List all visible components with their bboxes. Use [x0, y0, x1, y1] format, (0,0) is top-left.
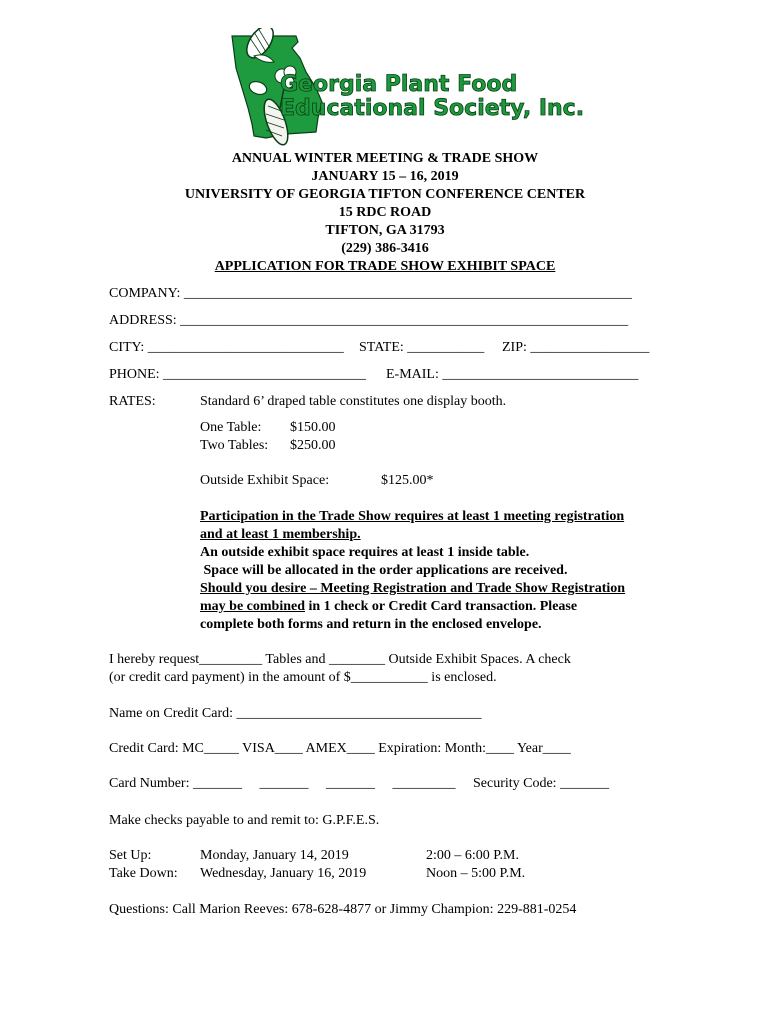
two-tables-price: $250.00 [290, 438, 336, 453]
state-field[interactable]: STATE: ___________ [359, 340, 485, 355]
rates-standard: Standard 6’ draped table constitutes one display booth. [200, 394, 507, 409]
outside-space-label: Outside Exhibit Space: [200, 473, 330, 488]
request-line-2[interactable]: (or credit card payment) in the amount of $___________ is enclosed. [109, 670, 497, 685]
one-table-label: One Table: [200, 420, 262, 435]
notice-combined-rest: in 1 check or Credit Card transaction. Please [305, 599, 578, 614]
notice-line-1: Participation in the Trade Show requires at least 1 meeting registration [200, 509, 625, 524]
company-field[interactable]: COMPANY: ________________________________________________________________ [109, 286, 632, 301]
notice-line-7: complete both forms and return in the enclosed envelope. [200, 617, 542, 632]
rates-label: RATES: [109, 394, 156, 409]
city-field[interactable]: CITY: ____________________________ [109, 340, 344, 355]
society-logo [226, 28, 585, 152]
two-tables-label: Two Tables: [200, 438, 269, 453]
credit-card-type-field[interactable]: Credit Card: MC_____ VISA____ AMEX____ Expiration: Month:____ Year____ [109, 741, 571, 756]
venue-name: UNIVERSITY OF GEORGIA TIFTON CONFERENCE CENTER [184, 187, 586, 202]
request-line-1[interactable]: I hereby request_________ Tables and ________ Outside Exhibit Spaces. A check [109, 652, 571, 667]
venue-city: TIFTON, GA 31793 [325, 223, 445, 238]
notice-line-6 [200, 599, 577, 615]
setup-time: 2:00 – 6:00 P.M. [426, 848, 519, 863]
questions-contact: Questions: Call Marion Reeves: 678-628-4877 or Jimmy Champion: 229-881-0254 [109, 902, 577, 917]
zip-field[interactable]: ZIP: _________________ [502, 340, 650, 355]
one-table-price: $150.00 [290, 420, 336, 435]
venue-phone: (229) 386-3416 [341, 241, 429, 256]
notice-line-2: and at least 1 membership. [200, 527, 361, 542]
name-on-card-field[interactable]: Name on Credit Card: ___________________________________ [109, 706, 482, 721]
payable-to: Make checks payable to and remit to: G.P.F.E.S. [109, 813, 380, 828]
logo-line-2: Educational Society, Inc. [280, 96, 585, 121]
address-field[interactable]: ADDRESS: ________________________________________________________________ [109, 313, 629, 328]
card-number-field[interactable]: Card Number: _______ _______ _______ _________ Security Code: _______ [109, 776, 610, 791]
form-title: APPLICATION FOR TRADE SHOW EXHIBIT SPACE [214, 259, 556, 274]
meeting-title: ANNUAL WINTER MEETING & TRADE SHOW [231, 151, 539, 166]
venue-street: 15 RDC ROAD [338, 205, 432, 220]
takedown-date: Wednesday, January 16, 2019 [200, 866, 367, 881]
setup-label: Set Up: [109, 848, 152, 863]
takedown-time: Noon – 5:00 P.M. [426, 866, 526, 881]
notice-combined-text: may be combined [200, 599, 305, 614]
notice-line-5: Should you desire – Meeting Registration and Trade Show Registration [200, 581, 626, 596]
email-field[interactable]: E-MAIL: ____________________________ [386, 367, 639, 382]
setup-date: Monday, January 14, 2019 [200, 848, 349, 863]
outside-space-price: $125.00* [381, 473, 434, 488]
phone-field[interactable]: PHONE: _____________________________ [109, 367, 367, 382]
meeting-dates: JANUARY 15 – 16, 2019 [311, 169, 459, 184]
takedown-label: Take Down: [109, 866, 178, 881]
notice-line-3: An outside exhibit space requires at least 1 inside table. [200, 545, 530, 560]
notice-line-4: Space will be allocated in the order applications are received. [200, 563, 568, 578]
logo-line-1: Georgia Plant Food [280, 72, 518, 97]
